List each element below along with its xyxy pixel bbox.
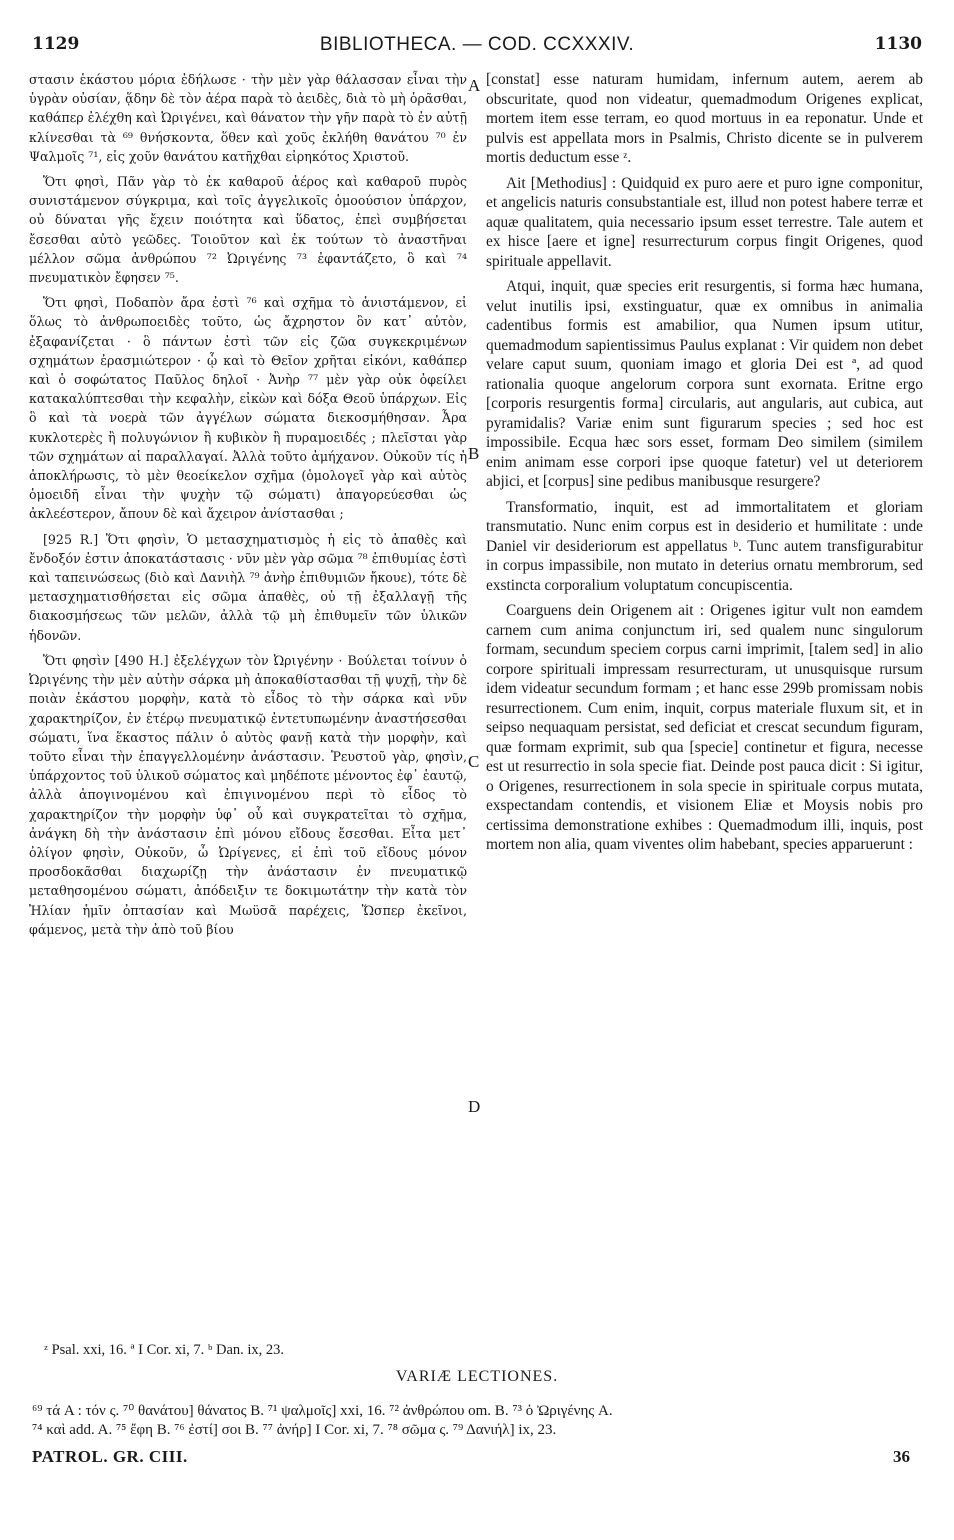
latin-paragraph: Atqui, inquit, quæ species erit resurgentis, si forma hæc humana, velut inutilis ipsi, exstinguatur, quæ ex omnibus in animalia cadentibus formis est amabilior, qua Numen ipsum utitur, quemadmodum sapientissimus Paulus explanat : Vir quidem non debet velare caput suum, quoniam imago et gloria Dei est ª, ad quod rationalia quoque angelorum corpora sunt exornata. Eritne ergo [corporis resurgentis forma] circularis, aut angularis, aut cubica, aut pyramidalis? Variæ enim sunt figurarum species ; sed hoc est impossibile. Ecqua hæc sors esset, formam Deo similem (similem enim animam esse corpori ipse quoque fatetur) vel ut deteriorem abjici, et [corpus] sine pedibus manibusque resurgere? [486,278,923,490]
page-number-left: 1129 [32,34,80,54]
greek-paragraph: [925 R.] Ὅτι φησὶν, Ὁ μετασχηματισμὸς ἡ εἰς τὸ ἀπαθὲς καὶ ἔνδοξόν ἐστιν ἀποκατάστασις · νῦν μὲν γὰρ σῶμα ⁷⁸ ἐπιθυμίας ἐστὶ καὶ ταπεινώσεως (διὸ καὶ Δανιὴλ ⁷⁹ ἀνὴρ ἐπιθυμιῶν ἤκουε), τότε δὲ μετασχηματισθήσεται εἰς σῶμα ἀπαθὲς, οὐ τῇ ἐξαλλαγῇ τῆς διακοσμήσεως τῶν μελῶν, ἀλλὰ τῷ μὴ ἐπιθυμεῖν τῶν ὑλικῶν ἡδονῶν. [29,531,467,643]
page-number-right: 1130 [874,34,922,54]
signature-number: 36 [893,1447,910,1466]
greek-column [29,70,467,939]
latin-paragraph: [constat] esse naturam humidam, infernum autem, aerem ab obscuritate, quod non videatur, quemadmodum Origenes explicat, mortem item esse terram, eo quod mortuus in ea reponatur. Unde et pulvis est appellata mors in Psalmis, Christo dicente se in pulverem mortis deductum esse ᶻ. [486,71,923,166]
latin-paragraph: Transformatio, inquit, est ad immortalitatem et gloriam transmutatio. Nunc enim corpus est in desiderio et humilitate : unde Daniel vir desideriorum est appellatus ᵇ. Tunc autem transfigurabitur in corpus impassibile, non mutato in deterius ornatu membrorum, sed exstincta corporalium voluptatum concupiscentia. [486,498,923,594]
margin-letter-a: A [468,76,481,95]
margin-letter-d: D [468,1097,481,1116]
margin-letter-b: B [468,444,480,463]
greek-paragraph: στασιν ἑκάστου μόρια ἐδήλωσε · τὴν μὲν γὰρ θάλασσαν εἶναι τὴν ὑγρὰν οὐσίαν, ᾅδην δὲ τὸν ἀέρα παρὰ τὸ ἀειδὲς, διὰ τὸ μὴ ὁρᾶσθαι, καθάπερ ἐλέχθη καὶ Ὠριγένει, καὶ θάνατον τὴν γῆν παρὰ τὸ ἐν αὐτῇ κλίνεσθαι τὰ ⁶⁹ θνήσκοντα, ὅθεν καὶ χοῦς ἐκλήθη θανάτου ⁷⁰ ἐν Ψαλμοῖς ⁷¹, εἰς χοῦν θανάτου κατῆχθαι εἰρηκότος Χριστοῦ. [29,72,467,164]
greek-paragraph: Ὅτι φησὶ, Ποδαπὸν ἄρα ἐστὶ ⁷⁶ καὶ σχῆμα τὸ ἀνιστάμενον, εἰ ὅλως τὸ ἀνθρωποειδὲς τοῦτο, ὡς ἄχρηστον ὂν κατ᾽ αὐτὸν, ἐξαφανίζεται · ὃ πάντων ἐστὶ τῶν εἰς ζῶα συγκεκριμένων σχημάτων ἐρασμιώτερον · ᾧ καὶ τὸ Θεῖον χρῆται εἰκόνι, καθάπερ καὶ ὁ σοφώτατος Παῦλος δηλοῖ · Ἀνὴρ ⁷⁷ μὲν γὰρ οὐκ ὀφείλει κατακαλύπτεσθαι τὴν κεφαλὴν, εἰκὼν καὶ δόξα Θεοῦ ὑπάρχων. Εἰς ὃ καὶ τὰ νοερὰ τῶν ἀγγέλων σώματα διεκοσμήθησαν. Ἆρα κυκλοτερὲς ἢ πολυγώνιον ἢ κυβικὸν ἢ πυραμοειδές ; πλεῖσται γὰρ τῶν σχημάτων αἱ παραλλαγαί. Ἀλλὰ τοῦτο ἀμήχανον. Οὐκοῦν τίς ἡ ἀποκλήρωσις, τὸ μὲν θεοείκελον σχῆμα (ὁμολογεῖ γὰρ καὶ αὐτὸς ὁμοειδῆ εἶναι τὴν ψυχὴν τῷ σώματι) ἀπαγορεύεσθαι ὡς ἀκλεέστερον, ἄπουν δὲ καὶ ἄχειρον ἀνίστασθαι ; [29,295,467,522]
latin-paragraph: Coarguens dein Origenem ait : Origenes igitur vult non eamdem carnem cum anima conjunctum iri, sed qualem nunc singulorum formam, secundum speciem corpus carni imprimit, [talem sed] in alio corpore spirituali impressam resurrecturam, ut unusquisque rursum idem videatur secundum formam ; et hanc esse 299b promissam nobis resurrectionem. Cum enim, inquit, corpus materiale fluxum sit, et in seipso nequaquam persistat, sed deficiat et crescat secundum figuram, quæ formam exprimit, sub qua [specie] continetur et figura, necesse est ut resurrectio in sola specie fiat. Deinde post pauca dicit : Si igitur, o Origenes, resurrectionem in sola specie in spirituale corpus mutata, exspectandam contendis, et visionem Eliæ et Moysis nobis pro certissima demonstratione exhibes : Quemadmodum illi, inquis, post mortem non alia, quam viventes olim habebant, species apparuerunt : [486,602,923,853]
variant-readings-line-1: ⁶⁹ τά A : τόν ς. ⁷⁰ θανάτου] θάνατος B. ⁷¹ ψαλμοῖς] xxi, 16. ⁷² ἀνθρώπου om. B. ⁷³ ὁ Ὠριγένης A. [32,1403,613,1419]
greek-paragraph: Ὅτι φησὶν [490 H.] ἐξελέγχων τὸν Ὠριγένην · Βούλεται τοίνυν ὁ Ὠριγένης τὴν μὲν αὐτὴν σάρκα μὴ ἀποκαθίστασθαι τῇ ψυχῇ, τὴν δὲ ποιὰν ἑκάστου μορφὴν, κατὰ τὸ εἶδος τὸ τὴν σάρκα καὶ νῦν χαρακτηρίζον, ἐν ἑτέρῳ πνευματικῷ ἐντετυπωμένην ἀναστήσεσθαι σώματι, ἵνα ἕκαστος πάλιν ὁ αὐτὸς φανῇ κατὰ τὴν μορφὴν, καὶ τοῦτο εἶναι τὴν ἐπαγγελλομένην ἀνάστασιν. Ῥευστοῦ γὰρ, φησὶν, ὑπάρχοντος τοῦ ὑλικοῦ σώματος καὶ μηδέποτε μένοντος ἐφ᾽ ἑαυτῷ, ἀλλὰ ἀπογινομένου καὶ ἐπιγινομένου περὶ τὸ εἶδος τὸ χαρακτηρίζον τὴν μορφὴν ὑφ᾽ οὗ καὶ συγκρατεῖται τὸ σχῆμα, ἀνάγκη δὴ τὴν ἀνάστασιν ἐπὶ μόνου εἴδους ἔσεσθαι. Εἶτα μετ᾽ ὀλίγον φησὶν, Οὐκοῦν, ὦ Ὠρίγενες, εἰ ἐπὶ τοῦ εἴδους μόνον προσδοκᾶσθαι διαχωρίζῃ τὴν ἀνάστασιν ἐν πνευματικῷ μεταθησομένου σώματι, ἀπόδειξιν τε δοκιμωτάτην τὴν κατὰ τὸν Ἠλίαν ἡμῖν ὀπτασίαν καὶ Μωϋσᾶ παρέχεις, Ὥσπερ ἐκεῖνοι, φάμενος, μετὰ τὴν ἀπὸ τοῦ βίου [29,652,467,937]
volume-signature: PATROL. GR. CIII. [32,1447,188,1466]
footnotes: ᶻ Psal. xxi, 16. ª I Cor. xi, 7. ᵇ Dan. ix, 23. [44,1342,285,1358]
greek-paragraph: Ὅτι φησὶ, Πᾶν γὰρ τὸ ἐκ καθαροῦ ἀέρος καὶ καθαροῦ πυρὸς συνιστάμενον σύγκριμα, καὶ τοῖς ἀγγελικοῖς ὁμοούσιον ὑπάρχον, οὐ δύναται γῆς ἔχειν ποιότητα καὶ ὕδατος, ἐπεὶ συμβήσεται ἔσεσθαι αὐτὸ γεῶδες. Τοιοῦτον καὶ ἐκ τούτων τὸ ἀναστῆναι μέλλον σῶμα ἀνθρώπου ⁷² Ὠριγένης ⁷³ ἐφαντάζετο, ὃ καὶ ⁷⁴ πνευματικὸν ἔφησεν ⁷⁵. [29,174,467,286]
latin-paragraph: Ait [Methodius] : Quidquid ex puro aere et puro igne componitur, et angelicis naturis consubstantiale est, illud non potest habere terræ et aquæ qualitatem, quia necessario ipsum esset terrestre. Tale autem et ex hisce [aere et igne] resurrecturum corpus fingit Origenes, quod spirituale appellavit. [486,174,923,270]
running-title: BIBLIOTHECA. — COD. CCXXXIV. [319,34,635,55]
margin-letter-c: C [468,752,480,771]
variant-readings-line-2: ⁷⁴ καὶ add. A. ⁷⁵ ἔφη B. ⁷⁶ ἐστί] σοι B. ⁷⁷ ἀνήρ] I Cor. xi, 7. ⁷⁸ σῶμα ς. ⁷⁹ Δανιήλ] ix, 23. [32,1422,557,1438]
page-header [30,34,924,64]
variae-lectiones-heading: VARIÆ LECTIONES. [395,1368,559,1385]
latin-column [486,70,923,855]
